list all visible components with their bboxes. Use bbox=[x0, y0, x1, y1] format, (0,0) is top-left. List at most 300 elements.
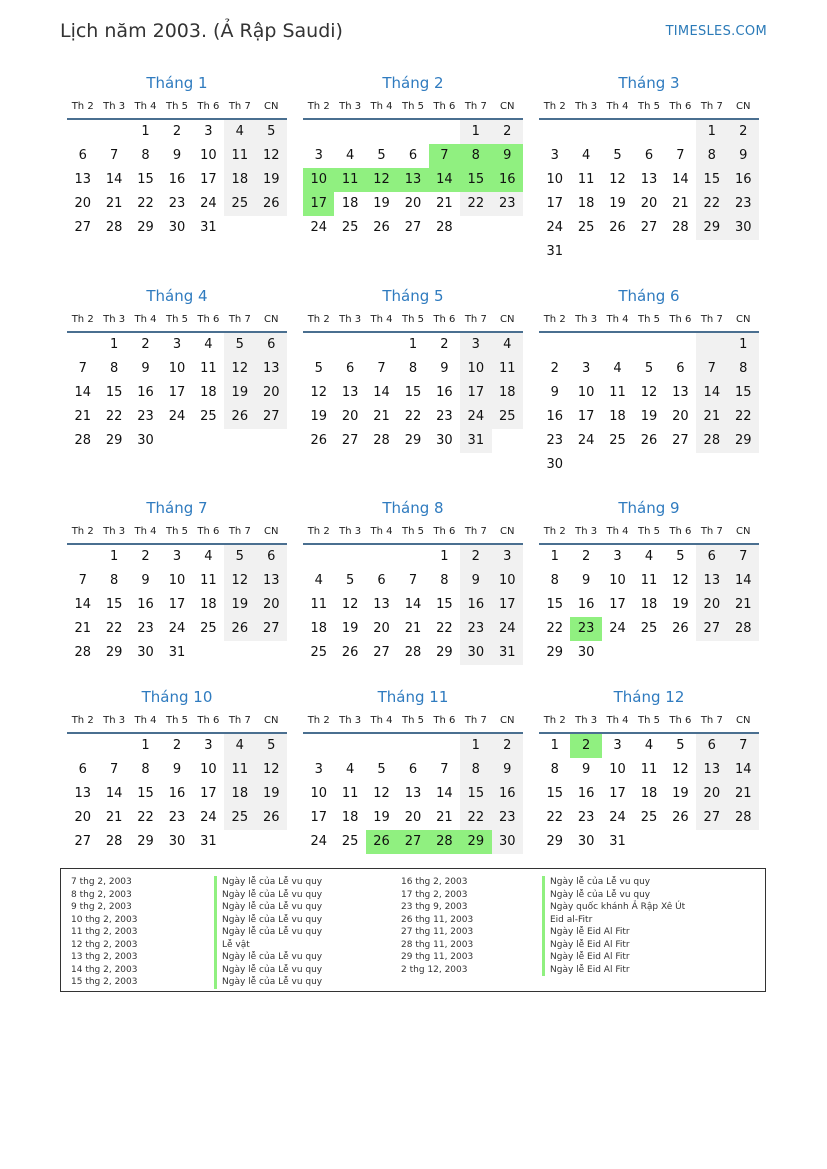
month-title: Tháng 11 bbox=[377, 688, 449, 706]
day-cell: 22 bbox=[436, 621, 453, 636]
holiday-day-cell: 17 bbox=[303, 192, 334, 216]
day-cell: 4 bbox=[581, 148, 591, 163]
day-cell: 11 bbox=[310, 597, 327, 612]
day-cell: 15 bbox=[105, 597, 123, 612]
day-cell: 6 bbox=[696, 734, 727, 758]
weekday-header bbox=[303, 309, 523, 333]
weekday-label: CN bbox=[736, 715, 751, 726]
day-cell: 18 bbox=[609, 409, 626, 424]
day-cell: 27 bbox=[640, 220, 658, 235]
day-cell: 7 bbox=[696, 357, 727, 381]
day-cell: 10 bbox=[609, 573, 626, 588]
empty-cell bbox=[602, 333, 633, 357]
legend-dates-1 bbox=[71, 876, 137, 989]
day-cell: 9 bbox=[581, 573, 591, 588]
day-cell: 24 bbox=[200, 810, 217, 825]
day-cell: 6 bbox=[345, 361, 355, 376]
day-cell: 2 bbox=[172, 124, 182, 139]
day-cell: 16 bbox=[436, 385, 453, 400]
day-cell: 21 bbox=[436, 810, 453, 825]
holiday-day-cell: 2 bbox=[570, 734, 601, 758]
weekday-label: Th 2 bbox=[307, 526, 330, 537]
legend-date: 7 thg 2, 2003 bbox=[71, 877, 132, 887]
day-cell: 2 bbox=[581, 549, 591, 564]
day-cell: 21 bbox=[728, 782, 759, 806]
weekday-label: Th 4 bbox=[134, 526, 157, 537]
day-cell: 7 bbox=[377, 361, 386, 376]
weekday-label: Th 3 bbox=[575, 314, 598, 325]
weekday-header bbox=[539, 309, 759, 333]
day-cell: 22 bbox=[105, 621, 123, 636]
day-cell: 1 bbox=[141, 124, 150, 139]
day-cell: 23 bbox=[137, 621, 154, 636]
weekday-header bbox=[539, 96, 759, 120]
day-cell: 10 bbox=[310, 786, 327, 801]
holiday-day-cell: 14 bbox=[429, 168, 460, 192]
day-cell: 15 bbox=[436, 597, 453, 612]
weekday-label: Th 7 bbox=[464, 101, 487, 112]
weekday-label: CN bbox=[500, 715, 515, 726]
day-cell: 1 bbox=[440, 549, 449, 564]
day-cell: 14 bbox=[672, 172, 689, 187]
empty-cell bbox=[397, 545, 428, 569]
month-block bbox=[539, 495, 759, 665]
day-cell: 20 bbox=[74, 196, 91, 211]
empty-cell bbox=[429, 120, 460, 144]
legend-date: 15 thg 2, 2003 bbox=[71, 977, 138, 987]
empty-cell bbox=[570, 333, 601, 357]
day-cell: 31 bbox=[200, 834, 217, 849]
weekday-header bbox=[67, 521, 287, 545]
weekday-label: CN bbox=[264, 314, 279, 325]
empty-cell bbox=[303, 120, 334, 144]
month-title: Tháng 7 bbox=[146, 499, 208, 517]
month-title: Tháng 2 bbox=[382, 74, 444, 92]
holiday-day-cell: 9 bbox=[492, 144, 523, 168]
day-cell: 22 bbox=[546, 810, 563, 825]
weekday-label: Th 5 bbox=[165, 715, 188, 726]
weekday-header bbox=[303, 96, 523, 120]
day-cell: 8 bbox=[141, 148, 150, 163]
weekday-header bbox=[303, 521, 523, 545]
day-cell: 11 bbox=[492, 357, 523, 381]
legend-date: 13 thg 2, 2003 bbox=[71, 952, 138, 962]
day-cell: 6 bbox=[78, 762, 87, 777]
legend-holiday-name: Ngày lễ của Lễ vu quy bbox=[214, 926, 322, 939]
holiday-day-cell: 29 bbox=[460, 830, 491, 854]
weekday-label: CN bbox=[500, 526, 515, 537]
day-cell: 3 bbox=[204, 124, 213, 139]
day-grid bbox=[539, 120, 759, 264]
day-cell: 25 bbox=[577, 220, 595, 235]
weekday-label: Th 6 bbox=[197, 314, 220, 325]
day-cell: 25 bbox=[310, 645, 327, 660]
day-cell: 30 bbox=[577, 645, 595, 660]
day-cell: 13 bbox=[256, 569, 287, 593]
holiday-day-cell: 12 bbox=[366, 168, 397, 192]
day-cell: 24 bbox=[609, 810, 626, 825]
day-cell: 13 bbox=[696, 758, 727, 782]
day-cell: 9 bbox=[460, 569, 491, 593]
day-cell: 29 bbox=[404, 433, 422, 448]
day-cell: 29 bbox=[436, 645, 453, 660]
day-cell: 25 bbox=[492, 405, 523, 429]
legend-date: 8 thg 2, 2003 bbox=[71, 889, 132, 900]
day-cell: 22 bbox=[137, 810, 154, 825]
day-cell: 7 bbox=[78, 361, 87, 376]
day-cell: 4 bbox=[314, 573, 323, 588]
day-cell: 6 bbox=[408, 762, 418, 777]
empty-cell bbox=[303, 545, 334, 569]
empty-cell bbox=[696, 333, 727, 357]
day-cell: 24 bbox=[492, 617, 523, 641]
day-cell: 23 bbox=[168, 196, 186, 211]
legend-holiday-name: Ngày lễ Eid Al Fitr bbox=[542, 926, 685, 939]
day-cell: 17 bbox=[200, 172, 217, 187]
legend-date: 27 thg 11, 2003 bbox=[401, 927, 474, 937]
legend-date: 9 thg 2, 2003 bbox=[71, 902, 132, 912]
day-cell: 19 bbox=[256, 782, 287, 806]
day-cell: 14 bbox=[74, 385, 91, 400]
day-cell: 24 bbox=[609, 621, 626, 636]
day-cell: 4 bbox=[204, 337, 213, 352]
day-cell: 8 bbox=[440, 573, 449, 588]
weekday-label: Th 2 bbox=[307, 101, 330, 112]
day-cell: 23 bbox=[460, 617, 491, 641]
month-block bbox=[303, 283, 523, 453]
day-cell: 23 bbox=[546, 433, 563, 448]
day-cell: 3 bbox=[172, 337, 182, 352]
day-cell: 26 bbox=[310, 433, 327, 448]
month-title: Tháng 8 bbox=[382, 499, 444, 517]
weekday-label: Th 5 bbox=[165, 314, 188, 325]
weekday-label: Th 7 bbox=[228, 715, 251, 726]
empty-cell bbox=[334, 333, 365, 357]
day-cell: 12 bbox=[640, 385, 658, 400]
day-cell: 25 bbox=[224, 192, 255, 216]
day-cell: 15 bbox=[696, 168, 727, 192]
day-cell: 27 bbox=[74, 220, 91, 235]
month-title: Tháng 1 bbox=[146, 74, 208, 92]
legend-date: 28 thg 11, 2003 bbox=[401, 939, 474, 950]
day-cell: 30 bbox=[168, 834, 186, 849]
day-cell: 5 bbox=[256, 734, 287, 758]
day-cell: 26 bbox=[640, 433, 658, 448]
day-cell: 15 bbox=[137, 172, 154, 187]
day-cell: 28 bbox=[105, 834, 123, 849]
day-cell: 22 bbox=[105, 409, 123, 424]
holiday-day-cell: 28 bbox=[429, 830, 460, 854]
day-cell: 23 bbox=[728, 192, 759, 216]
day-cell: 24 bbox=[168, 409, 186, 424]
empty-cell bbox=[602, 120, 633, 144]
day-cell: 16 bbox=[460, 593, 491, 617]
day-cell: 29 bbox=[728, 429, 759, 453]
day-cell: 21 bbox=[74, 409, 91, 424]
legend-dates-2 bbox=[401, 876, 473, 976]
day-cell: 19 bbox=[373, 810, 390, 825]
empty-cell bbox=[67, 545, 98, 569]
weekday-label: Th 5 bbox=[165, 526, 188, 537]
weekday-label: Th 4 bbox=[606, 715, 629, 726]
weekday-label: Th 5 bbox=[401, 526, 424, 537]
legend-names-2 bbox=[542, 876, 685, 976]
day-cell: 20 bbox=[373, 621, 390, 636]
day-cell: 15 bbox=[546, 786, 563, 801]
day-cell: 28 bbox=[105, 220, 123, 235]
weekday-label: Th 3 bbox=[103, 101, 126, 112]
day-cell: 19 bbox=[224, 381, 255, 405]
day-cell: 20 bbox=[256, 593, 287, 617]
day-cell: 1 bbox=[408, 337, 418, 352]
day-cell: 18 bbox=[640, 786, 658, 801]
day-cell: 8 bbox=[408, 361, 418, 376]
weekday-label: Th 6 bbox=[669, 715, 692, 726]
day-cell: 1 bbox=[550, 549, 559, 564]
empty-cell bbox=[67, 734, 98, 758]
weekday-label: Th 2 bbox=[71, 314, 94, 325]
day-cell: 13 bbox=[404, 786, 422, 801]
day-cell: 2 bbox=[141, 549, 150, 564]
day-cell: 26 bbox=[256, 806, 287, 830]
day-cell: 19 bbox=[609, 196, 626, 211]
day-cell: 7 bbox=[676, 148, 685, 163]
day-grid bbox=[67, 333, 287, 453]
day-cell: 23 bbox=[168, 810, 186, 825]
day-grid bbox=[67, 545, 287, 665]
day-cell: 3 bbox=[314, 762, 323, 777]
day-cell: 4 bbox=[345, 148, 355, 163]
day-cell: 20 bbox=[696, 782, 727, 806]
empty-cell bbox=[665, 120, 696, 144]
day-cell: 23 bbox=[137, 409, 154, 424]
day-cell: 16 bbox=[728, 168, 759, 192]
legend-holiday-name: Ngày lễ Eid Al Fitr bbox=[542, 951, 685, 964]
weekday-label: Th 7 bbox=[228, 526, 251, 537]
day-cell: 8 bbox=[460, 758, 491, 782]
day-cell: 27 bbox=[341, 433, 359, 448]
weekday-label: Th 3 bbox=[103, 314, 126, 325]
empty-cell bbox=[334, 545, 365, 569]
day-grid bbox=[539, 734, 759, 854]
day-cell: 31 bbox=[492, 641, 523, 665]
day-cell: 16 bbox=[492, 782, 523, 806]
day-cell: 18 bbox=[492, 381, 523, 405]
day-cell: 9 bbox=[172, 148, 182, 163]
weekday-label: Th 5 bbox=[637, 526, 660, 537]
day-cell: 6 bbox=[256, 545, 287, 569]
day-cell: 28 bbox=[436, 220, 453, 235]
day-cell: 13 bbox=[74, 786, 91, 801]
weekday-label: Th 4 bbox=[134, 314, 157, 325]
day-cell: 30 bbox=[460, 641, 491, 665]
day-cell: 3 bbox=[204, 738, 213, 753]
day-cell: 22 bbox=[404, 409, 422, 424]
day-cell: 1 bbox=[109, 549, 119, 564]
weekday-label: Th 4 bbox=[370, 101, 393, 112]
day-cell: 11 bbox=[577, 172, 595, 187]
day-cell: 25 bbox=[224, 806, 255, 830]
day-cell: 4 bbox=[492, 333, 523, 357]
weekday-label: Th 7 bbox=[464, 526, 487, 537]
weekday-label: CN bbox=[264, 101, 279, 112]
day-cell: 26 bbox=[373, 220, 390, 235]
day-cell: 5 bbox=[676, 549, 685, 564]
legend-holiday-name: Ngày lễ Eid Al Fitr bbox=[542, 939, 685, 952]
day-grid bbox=[539, 545, 759, 665]
empty-cell bbox=[633, 333, 664, 357]
weekday-label: CN bbox=[736, 526, 751, 537]
day-cell: 24 bbox=[310, 220, 327, 235]
day-cell: 17 bbox=[609, 786, 626, 801]
day-cell: 18 bbox=[341, 810, 359, 825]
day-cell: 28 bbox=[404, 645, 422, 660]
day-cell: 24 bbox=[546, 220, 563, 235]
weekday-label: CN bbox=[264, 715, 279, 726]
legend-holiday-name: Lễ vật bbox=[214, 939, 322, 952]
weekday-label: Th 5 bbox=[165, 101, 188, 112]
day-cell: 16 bbox=[577, 786, 595, 801]
day-cell: 10 bbox=[200, 148, 217, 163]
day-cell: 21 bbox=[105, 810, 123, 825]
day-cell: 6 bbox=[676, 361, 685, 376]
weekday-label: Th 6 bbox=[433, 101, 456, 112]
legend-holiday-name: Ngày lễ của Lễ vu quy bbox=[214, 976, 322, 989]
day-cell: 5 bbox=[224, 333, 255, 357]
weekday-label: Th 4 bbox=[606, 526, 629, 537]
day-cell: 5 bbox=[676, 738, 685, 753]
day-cell: 19 bbox=[256, 168, 287, 192]
day-cell: 5 bbox=[256, 120, 287, 144]
empty-cell bbox=[397, 120, 428, 144]
weekday-label: CN bbox=[736, 314, 751, 325]
weekday-label: Th 6 bbox=[433, 314, 456, 325]
day-cell: 21 bbox=[436, 196, 453, 211]
day-cell: 14 bbox=[696, 381, 727, 405]
day-cell: 18 bbox=[640, 597, 658, 612]
day-cell: 12 bbox=[373, 786, 390, 801]
legend-holiday-name: Ngày lễ của Lễ vu quy bbox=[214, 889, 322, 902]
holiday-day-cell: 10 bbox=[303, 168, 334, 192]
day-cell: 4 bbox=[613, 361, 622, 376]
day-cell: 20 bbox=[640, 196, 658, 211]
weekday-label: Th 5 bbox=[401, 314, 424, 325]
weekday-label: Th 4 bbox=[370, 715, 393, 726]
day-cell: 29 bbox=[696, 216, 727, 240]
day-cell: 28 bbox=[696, 429, 727, 453]
month-block bbox=[67, 283, 287, 453]
day-cell: 11 bbox=[640, 573, 658, 588]
month-title: Tháng 9 bbox=[618, 499, 680, 517]
day-cell: 10 bbox=[492, 569, 523, 593]
day-cell: 19 bbox=[373, 196, 390, 211]
day-cell: 26 bbox=[672, 621, 689, 636]
weekday-label: Th 2 bbox=[71, 715, 94, 726]
day-cell: 22 bbox=[696, 192, 727, 216]
weekday-label: Th 3 bbox=[575, 101, 598, 112]
day-cell: 2 bbox=[440, 337, 449, 352]
day-cell: 5 bbox=[377, 148, 386, 163]
legend-holiday-name: Ngày lễ của Lễ vu quy bbox=[214, 951, 322, 964]
day-grid bbox=[303, 333, 523, 453]
day-cell: 13 bbox=[256, 357, 287, 381]
day-cell: 27 bbox=[696, 617, 727, 641]
empty-cell bbox=[67, 120, 98, 144]
day-cell: 9 bbox=[728, 144, 759, 168]
weekday-label: Th 2 bbox=[307, 715, 330, 726]
day-cell: 22 bbox=[546, 621, 563, 636]
day-cell: 24 bbox=[460, 405, 491, 429]
day-cell: 28 bbox=[373, 433, 390, 448]
day-cell: 7 bbox=[728, 545, 759, 569]
empty-cell bbox=[334, 120, 365, 144]
day-cell: 9 bbox=[440, 361, 449, 376]
holiday-day-cell: 8 bbox=[460, 144, 491, 168]
day-cell: 11 bbox=[224, 144, 255, 168]
day-cell: 26 bbox=[672, 810, 689, 825]
weekday-label: Th 7 bbox=[228, 314, 251, 325]
day-cell: 15 bbox=[460, 782, 491, 806]
brand-link[interactable]: TIMESLES.COM bbox=[665, 24, 767, 39]
day-cell: 24 bbox=[310, 834, 327, 849]
day-cell: 28 bbox=[728, 806, 759, 830]
empty-cell bbox=[539, 120, 570, 144]
weekday-header bbox=[303, 710, 523, 734]
day-cell: 23 bbox=[436, 409, 453, 424]
weekday-label: Th 6 bbox=[669, 314, 692, 325]
weekday-label: Th 7 bbox=[700, 101, 723, 112]
weekday-label: Th 7 bbox=[700, 314, 723, 325]
legend-names-1 bbox=[214, 876, 322, 989]
day-cell: 6 bbox=[78, 148, 87, 163]
legend-holiday-name: Ngày lễ của Lễ vu quy bbox=[542, 889, 685, 902]
day-cell: 18 bbox=[224, 782, 255, 806]
day-cell: 11 bbox=[200, 573, 217, 588]
holiday-day-cell: 15 bbox=[460, 168, 491, 192]
legend-holiday-name: Ngày lễ của Lễ vu quy bbox=[214, 876, 322, 889]
day-grid bbox=[303, 120, 523, 240]
day-cell: 7 bbox=[408, 573, 418, 588]
legend-date: 10 thg 2, 2003 bbox=[71, 914, 138, 925]
day-cell: 3 bbox=[492, 545, 523, 569]
empty-cell bbox=[539, 333, 570, 357]
weekday-label: Th 4 bbox=[370, 314, 393, 325]
empty-cell bbox=[366, 120, 397, 144]
day-cell: 24 bbox=[200, 196, 217, 211]
day-cell: 4 bbox=[644, 549, 654, 564]
weekday-label: Th 4 bbox=[134, 101, 157, 112]
legend-holiday-name: Eid al-Fitr bbox=[542, 914, 685, 927]
day-cell: 12 bbox=[224, 357, 255, 381]
day-cell: 31 bbox=[546, 244, 563, 259]
day-cell: 13 bbox=[373, 597, 390, 612]
day-cell: 21 bbox=[373, 409, 390, 424]
empty-cell bbox=[67, 333, 98, 357]
weekday-label: Th 7 bbox=[700, 715, 723, 726]
day-cell: 22 bbox=[460, 806, 491, 830]
weekday-label: Th 6 bbox=[197, 101, 220, 112]
day-cell: 17 bbox=[168, 597, 186, 612]
legend-date: 29 thg 11, 2003 bbox=[401, 952, 474, 962]
day-cell: 25 bbox=[640, 810, 658, 825]
day-cell: 14 bbox=[74, 597, 91, 612]
day-cell: 12 bbox=[224, 569, 255, 593]
weekday-label: Th 2 bbox=[543, 526, 566, 537]
day-cell: 7 bbox=[78, 573, 87, 588]
day-cell: 21 bbox=[105, 196, 123, 211]
month-block bbox=[67, 70, 287, 240]
day-cell: 8 bbox=[696, 144, 727, 168]
